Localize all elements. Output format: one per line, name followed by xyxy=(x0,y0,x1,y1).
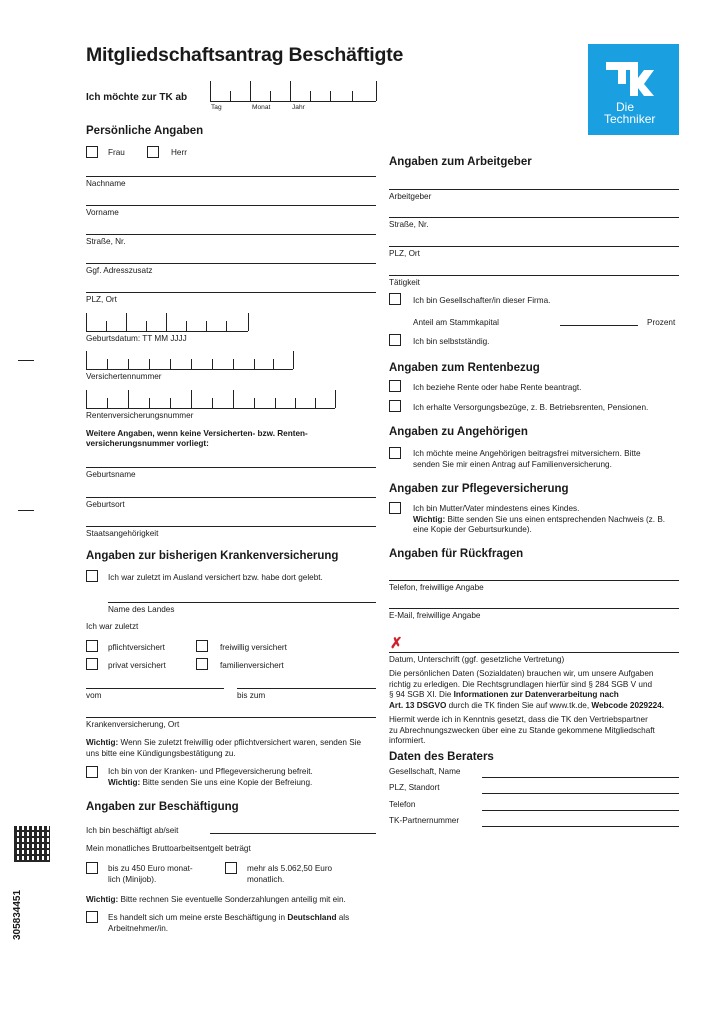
vorname-label: Vorname xyxy=(86,208,119,217)
befreit-strong: Wichtig: xyxy=(108,777,141,787)
employer-heading: Angaben zum Arbeitgeber xyxy=(389,156,532,168)
strasse-field[interactable] xyxy=(86,234,376,235)
geburtsname-label: Geburtsname xyxy=(86,470,136,479)
staatsangehoerigkeit-label: Staatsangehörigkeit xyxy=(86,529,159,538)
privacy-line3a: § 94 SGB XI. Die xyxy=(389,690,454,699)
entgelt-label: Mein monatliches Bruttoarbeitsentgelt beträgt xyxy=(86,844,251,853)
prozent-label: Prozent xyxy=(647,318,676,327)
strasse-label: Straße, Nr. xyxy=(86,237,126,246)
erste-line1c: als xyxy=(336,913,350,922)
versichertennummer-label: Versichertennummer xyxy=(86,372,162,381)
tk-logo xyxy=(588,44,679,135)
advisor-plz-label: PLZ, Standort xyxy=(389,783,440,792)
sonder-strong: Wichtig: xyxy=(86,895,119,904)
care-line3: eine Kopie der Geburtsurkunde). xyxy=(413,525,532,534)
page-title: Mitgliedschaftsantrag Beschäftigte xyxy=(86,44,404,66)
sonder-text: Bitte rechnen Sie eventuelle Sonderzahlungen anteilig mit ein. xyxy=(118,895,346,904)
privacy-line3b: Informationen zur Datenverarbeitung nach xyxy=(453,690,619,699)
privat-label: privat versichert xyxy=(108,661,166,670)
privacy-line4b: durch die TK finden Sie auf www.tk.de, xyxy=(446,700,592,710)
land-field[interactable] xyxy=(108,602,376,603)
erste-strong: Deutschland xyxy=(287,913,337,922)
mehr-text xyxy=(247,864,332,885)
selbst-label: Ich bin selbstständig. xyxy=(413,337,490,346)
label-jahr: Jahr xyxy=(292,104,305,111)
advisor-gesellschaft-label: Gesellschaft, Name xyxy=(389,767,461,776)
herr-checkbox[interactable] xyxy=(147,146,159,158)
care-line2: Bitte senden Sie uns einen entsprechenden Nachweis (z. B. xyxy=(445,514,666,524)
employer-plz-label: PLZ, Ort xyxy=(389,249,420,258)
care-heading: Angaben zur Pflegeversicherung xyxy=(389,483,569,495)
versorgung-label: Ich erhalte Versorgungsbezüge, z. B. Betriebsrenten, Pensionen. xyxy=(413,403,649,412)
befreit-line1: Ich bin von der Kranken- und Pflegeversicherung befreit. xyxy=(108,767,313,776)
telefon-label: Telefon, freiwillige Angabe xyxy=(389,583,484,592)
weitere-line1: Weitere Angaben, wenn keine Versicherten- bzw. Renten- xyxy=(86,429,308,438)
pension-heading: Angaben zum Rentenbezug xyxy=(389,362,540,374)
label-tag: Tag xyxy=(211,104,222,111)
employer-strasse-label: Straße, Nr. xyxy=(389,220,429,229)
logo-text-1: Die xyxy=(616,100,635,114)
previous-note-text: Wenn Sie zuletzt freiwillig oder pflichtversichert waren, senden Sie xyxy=(118,738,362,747)
pflicht-checkbox[interactable] xyxy=(86,640,98,652)
privacy-text xyxy=(389,669,689,711)
privacy-line1: Die persönlichen Daten (Sozialdaten) brauchen wir, um unsere Aufgaben xyxy=(389,669,654,678)
kasse-field[interactable] xyxy=(86,717,376,718)
minijob-line1: bis zu 450 Euro monat- xyxy=(108,864,193,873)
logo-text-2: Techniker xyxy=(604,112,656,126)
family-text xyxy=(413,449,683,470)
mehr-line1: mehr als 5.062,50 Euro xyxy=(247,864,333,873)
sonder-note xyxy=(86,895,346,906)
minijob-checkbox[interactable] xyxy=(86,862,98,874)
advisor-partner-field[interactable] xyxy=(482,826,679,827)
geburtsdatum-label: Geburtsdatum: TT MM JJJJ xyxy=(86,334,187,343)
signature-label: Datum, Unterschrift (ggf. gesetzliche Vertretung) xyxy=(389,655,565,664)
advisor-telefon-label: Telefon xyxy=(389,800,416,809)
nachname-label: Nachname xyxy=(86,179,126,188)
previous-note-strong: Wichtig: xyxy=(86,738,119,747)
employer-plz-field[interactable] xyxy=(389,246,679,247)
advisor-gesellschaft-field[interactable] xyxy=(482,777,679,778)
adresszusatz-label: Ggf. Adresszusatz xyxy=(86,266,153,275)
email-label: E-Mail, freiwillige Angabe xyxy=(389,611,481,620)
advisor-plz-field[interactable] xyxy=(482,793,679,794)
erste-line2: Arbeitnehmer/in. xyxy=(108,923,169,933)
family-line1: Ich möchte meine Angehörigen beitragsfrei mitversichern. Bitte xyxy=(413,449,641,458)
privat-checkbox[interactable] xyxy=(86,658,98,670)
email-field[interactable] xyxy=(389,608,679,609)
weitere-line2: versicherungsnummer vorliegt: xyxy=(86,439,209,448)
employer-strasse-field[interactable] xyxy=(389,217,679,218)
kenntnis-line3: informiert. xyxy=(389,736,426,745)
bis-field[interactable] xyxy=(237,688,376,689)
mehr-line2: monatlich. xyxy=(247,874,285,884)
zuletzt-label: Ich war zuletzt xyxy=(86,622,139,631)
kenntnis-line1: Hiermit werde ich in Kenntnis gesetzt, dass die TK den Vertriebspartner xyxy=(389,715,648,724)
fold-mark-1 xyxy=(18,360,34,361)
befreit-line2: Bitte senden Sie uns eine Kopie der Befreiung. xyxy=(140,777,313,787)
kenntnis-line2: zu Abrechnungszwecken über eine zu Stande gekommene Mitgliedschaft xyxy=(389,725,655,735)
nachname-field[interactable] xyxy=(86,176,376,177)
care-checkbox[interactable] xyxy=(389,502,401,514)
erste-text xyxy=(108,913,378,934)
care-line1: Ich bin Mutter/Vater mindestens eines Kindes. xyxy=(413,504,580,513)
familie-label: familienversichert xyxy=(220,661,284,670)
anteil-field[interactable] xyxy=(560,325,638,326)
versorgung-checkbox[interactable] xyxy=(389,400,401,412)
signature-field[interactable] xyxy=(389,652,679,653)
taetigkeit-label: Tätigkeit xyxy=(389,278,420,287)
vom-field[interactable] xyxy=(86,688,224,689)
geburtsname-field[interactable] xyxy=(86,467,376,468)
rente-label: Ich beziehe Rente oder habe Rente beantragt. xyxy=(413,383,582,392)
mehr-checkbox[interactable] xyxy=(225,862,237,874)
start-label: Ich möchte zur TK ab xyxy=(86,92,188,103)
seit-field[interactable] xyxy=(210,833,376,834)
erste-line1a: Es handelt sich um meine erste Beschäftigung in xyxy=(108,913,288,922)
rente-checkbox[interactable] xyxy=(389,380,401,392)
frau-label: Frau xyxy=(108,148,125,157)
family-checkbox[interactable] xyxy=(389,447,401,459)
qr-code-icon xyxy=(14,826,50,862)
family-line2: senden Sie mir einen Antrag auf Familienversicherung. xyxy=(413,459,612,469)
kenntnis-text xyxy=(389,715,689,747)
familie-checkbox[interactable] xyxy=(196,658,208,670)
geburtsort-field[interactable] xyxy=(86,497,376,498)
land-label: Name des Landes xyxy=(108,605,175,614)
fold-mark-2 xyxy=(18,510,34,511)
staatsangehoerigkeit-field[interactable] xyxy=(86,526,376,527)
erste-checkbox[interactable] xyxy=(86,911,98,923)
plz-field[interactable] xyxy=(86,292,376,293)
advisor-heading: Daten des Beraters xyxy=(389,751,494,763)
befreit-text xyxy=(108,767,378,788)
label-monat: Monat xyxy=(252,104,271,111)
privacy-line4c: Webcode 2029224. xyxy=(591,700,665,710)
family-heading: Angaben zu Angehörigen xyxy=(389,426,528,438)
vorname-field[interactable] xyxy=(86,205,376,206)
anteil-label: Anteil am Stammkapital xyxy=(413,318,500,327)
gesellschafter-checkbox[interactable] xyxy=(389,293,401,305)
arbeitgeber-field[interactable] xyxy=(389,189,679,190)
gesellschafter-label: Ich bin Gesellschafter/in dieser Firma. xyxy=(413,296,551,305)
personal-heading: Persönliche Angaben xyxy=(86,125,204,137)
befreit-checkbox[interactable] xyxy=(86,766,98,778)
advisor-telefon-field[interactable] xyxy=(482,810,679,811)
privacy-line4a: Art. 13 DSGVO xyxy=(389,700,447,710)
selbst-checkbox[interactable] xyxy=(389,334,401,346)
seit-label: Ich bin beschäftigt ab/seit xyxy=(86,826,179,835)
employment-heading: Angaben zur Beschäftigung xyxy=(86,801,239,813)
vom-label: vom xyxy=(86,691,102,700)
minijob-line2: lich (Minijob). xyxy=(108,874,157,884)
care-text xyxy=(413,504,688,536)
advisor-partner-label: TK-Partnernummer xyxy=(389,816,460,825)
rentenversicherungsnummer-label: Rentenversicherungsnummer xyxy=(86,411,194,420)
contact-heading: Angaben für Rückfragen xyxy=(389,548,524,560)
arbeitgeber-label: Arbeitgeber xyxy=(389,192,432,201)
previous-heading: Angaben zur bisherigen Krankenversicherung xyxy=(86,550,339,562)
ausland-label: Ich war zuletzt im Ausland versichert bzw. habe dort gelebt. xyxy=(108,573,323,582)
bis-label: bis zum xyxy=(237,691,266,700)
taetigkeit-field[interactable] xyxy=(389,275,679,276)
care-strong: Wichtig: xyxy=(413,514,446,524)
plz-label: PLZ, Ort xyxy=(86,295,117,304)
privacy-line2: richtig zu erledigen. Die Rechtsgrundlagen hierfür sind § 284 SGB V und xyxy=(389,679,653,689)
previous-note-text-2: uns bitte eine Kündigungsbestätigung zu. xyxy=(86,748,236,758)
frau-checkbox[interactable] xyxy=(86,146,98,158)
freiwillig-checkbox[interactable] xyxy=(196,640,208,652)
adresszusatz-field[interactable] xyxy=(86,263,376,264)
pflicht-label: pflichtversichert xyxy=(108,643,165,652)
ausland-checkbox[interactable] xyxy=(86,570,98,582)
minijob-text xyxy=(108,864,193,885)
herr-label: Herr xyxy=(171,148,187,157)
kasse-label: Krankenversicherung, Ort xyxy=(86,720,180,729)
telefon-field[interactable] xyxy=(389,580,679,581)
previous-note xyxy=(86,738,381,759)
geburtsort-label: Geburtsort xyxy=(86,500,125,509)
form-number: 305834451 xyxy=(12,889,23,940)
signature-x-icon: ✗ xyxy=(390,635,403,652)
freiwillig-label: freiwillig versichert xyxy=(220,643,287,652)
